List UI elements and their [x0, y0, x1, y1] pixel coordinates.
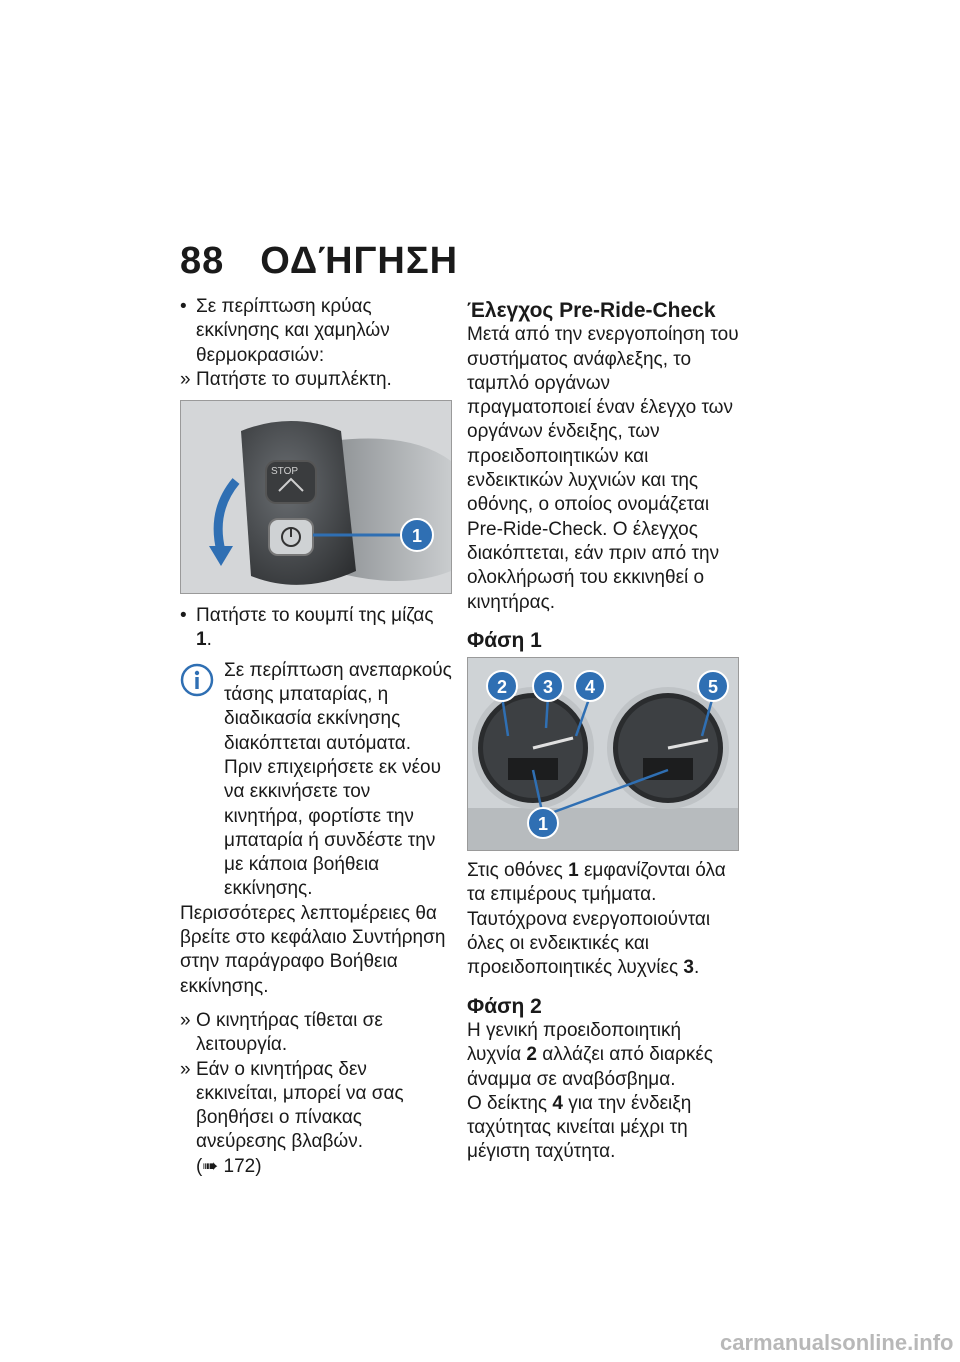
phase-2-text-b: Ο δείκτης 4 για την ένδειξη ταχύτητας κινείται μέχρι τη μέγιστη ταχύτητα. — [467, 1092, 692, 1163]
ref-1: 1 — [196, 629, 207, 651]
callout-5 — [698, 671, 728, 701]
page-header — [180, 240, 458, 283]
svg-text:3: 3 — [542, 677, 554, 698]
step-press-clutch: » Πατήστε το συμπλέκτη. — [180, 368, 452, 392]
phase-1-text: Στις οθόνες 1 εμφανίζονται όλα τα επιμέρους τμήματα. Ταυτόχρονα ενεργοποιούνται όλες οι ενδεικτικές και προειδοποιητικές λυχνίες 3. — [467, 860, 726, 979]
svg-text:4: 4 — [584, 677, 596, 698]
svg-text:2: 2 — [496, 677, 508, 698]
callout-3 — [533, 671, 563, 701]
info-icon — [180, 663, 214, 697]
page-reference: (➠ 172) — [196, 1155, 262, 1177]
svg-text:5: 5 — [707, 677, 719, 698]
step-engine-runs: » Ο κινητήρας τίθεται σε λειτουργία. — [180, 1009, 452, 1058]
starter-button-figure — [180, 400, 452, 594]
callout-2 — [487, 671, 517, 701]
stop-label: STOP — [271, 466, 299, 478]
pre-ride-intro: Μετά από την ενεργοποίηση του συστήματος ανάφλεξης, το ταμπλό οργάνων πραγματοποιεί έναν έλεγχο των οργάνων ένδειξης, των προειδοποιητικών και ενδεικτικών λυχνιών και της οθόνης, ο οποίος ονομάζεται Pre-Ride-Check. Ο έλεγχος διακόπτεται, εάν πριν από την ολοκλήρωσή του εκκινηθεί ο κινητήρας. — [467, 324, 739, 613]
section-title: ΟΔΉΓΗΣΗ — [260, 240, 459, 282]
phase-1-title: Φάση 1 — [467, 628, 542, 652]
instrument-cluster-figure — [467, 657, 739, 851]
pre-ride-check-title: Έλεγχος Pre-Ride-Check — [467, 299, 716, 322]
callout-1: 1 — [411, 526, 423, 547]
step-troubleshoot: » Εάν ο κινητήρας δεν εκκινείται, μπορεί να σας βοηθήσει ο πίνακας ανεύρεσης βλαβών. (➠ 172) — [180, 1058, 452, 1179]
phase-2-text: Η γενική προειδοποιητική λυχνία 2 αλλάζει από διαρκές άναμμα σε αναβόσβημα. — [467, 1019, 713, 1090]
left-column — [180, 295, 452, 1179]
note-text: Σε περίπτωση ανεπαρκούς τάσης μπαταρίας, η διαδικασία εκκίνησης διακόπτεται αυτόματα. Πριν επιχειρήσετε εκ νέου να εκκινήσετε τον κινητήρα, φορτίστε την μπαταρία ή συνδέστε την με κάποια βοήθεια εκκίνησης. — [224, 659, 452, 900]
info-note — [180, 659, 452, 902]
watermark: carmanualsonline.info — [720, 1330, 954, 1355]
callout-1b — [528, 808, 558, 838]
page-number: 88 — [180, 240, 225, 282]
arrow-ref-icon: ➠ — [202, 1155, 219, 1177]
callout-4 — [575, 671, 605, 701]
bullet-cold-start: • Σε περίπτωση κρύας εκκίνησης και χαμηλών θερμοκρασιών: — [180, 295, 452, 368]
note-more: Περισσότερες λεπτομέρειες θα βρείτε στο κεφάλαιο Συντήρηση στην παράγραφο Βοήθεια εκκίνησης. — [180, 902, 446, 997]
svg-text:1: 1 — [537, 814, 549, 835]
handlebar-switch-illustration — [181, 401, 451, 593]
bullet-press-starter: • Πατήστε το κουμπί της μίζας 1. — [180, 604, 452, 653]
instrument-cluster-illustration — [468, 658, 738, 850]
right-column — [467, 295, 739, 1165]
phase-2-title: Φάση 2 — [467, 994, 542, 1018]
